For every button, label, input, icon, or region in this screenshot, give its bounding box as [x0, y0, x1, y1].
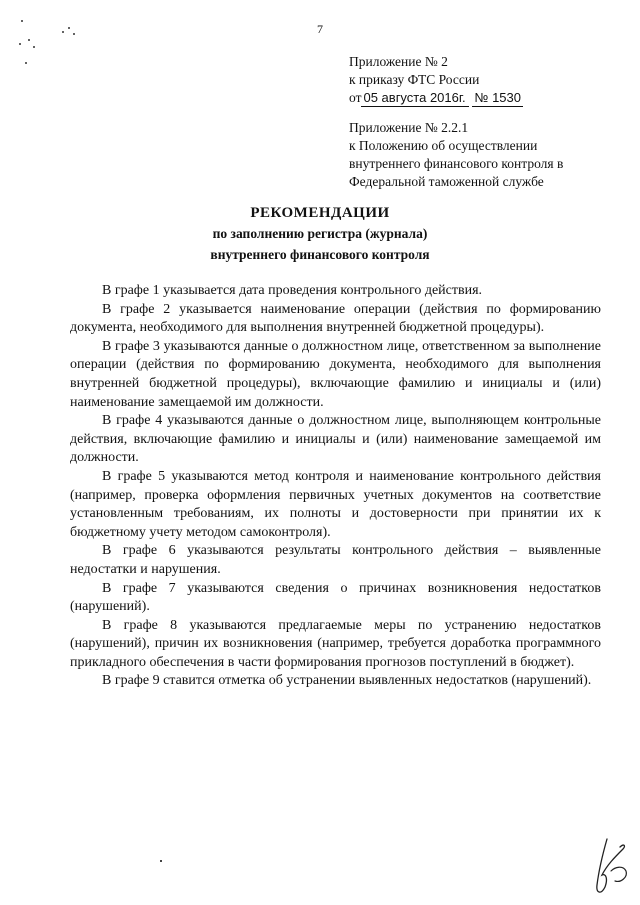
annex-sub-line: Федеральной таможенной службе: [349, 174, 544, 189]
paragraph-column-1: В графе 1 указывается дата проведения контрольного действия.: [102, 283, 483, 298]
annex-sub-line: внутреннего финансового контроля в: [349, 156, 564, 171]
handwritten-signature: [593, 835, 633, 897]
order-prefix: от: [349, 90, 362, 105]
recommendations-body: [70, 282, 601, 691]
paragraph-column-5: В графе 5 указываются метод контроля и наименование контрольного действия (например, проверка оформления первичных учетных документов на соответствие установленным требованиям, их полноты и достоверности при принятии их к бюджетному учету методом самоконтроля).: [70, 468, 601, 540]
annex-sub-block: [349, 119, 563, 191]
scan-dot: [160, 860, 162, 862]
paragraph-column-3: В графе 3 указываются данные о должностном лице, ответственном за выполнение операции (действия по формированию документа, необходимого для выполнения внутренней бюджетной процедуры), включающие фамилию и инициалы и (или) наименование замещаемой им должности.: [70, 338, 601, 410]
document-subtitle-line: внутреннего финансового контроля: [210, 247, 430, 262]
annex-main-title: Приложение № 2: [349, 54, 448, 69]
document-heading: [0, 203, 640, 265]
order-date: 05 августа 2016г.: [361, 90, 469, 107]
annex-main-reference: к приказу ФТС России: [349, 72, 480, 87]
order-number-sign: №: [474, 90, 489, 105]
paragraph-column-4: В графе 4 указываются данные о должностном лице, выполняющем контрольные действия, включающие фамилию и инициалы и (или) наименование замещаемой им должности.: [70, 413, 601, 466]
order-number: [472, 90, 523, 107]
paragraph-column-6: В графе 6 указываются результаты контрольного действия – выявленные недостатки и нарушения.: [70, 543, 601, 577]
page-number: 7: [317, 22, 323, 36]
document-title: РЕКОМЕНДАЦИИ: [250, 205, 390, 221]
annex-main-block: [349, 53, 523, 107]
paragraph-column-7: В графе 7 указываются сведения о причинах возникновения недостатков (нарушений).: [70, 580, 601, 615]
annex-sub-line: к Положению об осуществлении: [349, 138, 538, 153]
paragraph-column-8: В графе 8 указываются предлагаемые меры по устранению недостатков (нарушений), причин их возникновения (например, требуется доработка программного прикладного обеспечения в части формирования прогнозов поступлений в бюджет).: [70, 617, 601, 670]
document-subtitle-line: по заполнению регистра (журнала): [212, 226, 428, 241]
annex-sub-title: Приложение № 2.2.1: [349, 120, 469, 135]
order-details: [349, 89, 523, 107]
paragraph-column-9: В графе 9 ставится отметка об устранении выявленных недостатков (нарушений).: [102, 673, 592, 689]
order-number-value: 1530: [492, 90, 521, 105]
paragraph-column-2: В графе 2 указывается наименование операции (действия по формированию документа, необходимого для выполнения внутренней бюджетной процедуры).: [70, 301, 601, 336]
